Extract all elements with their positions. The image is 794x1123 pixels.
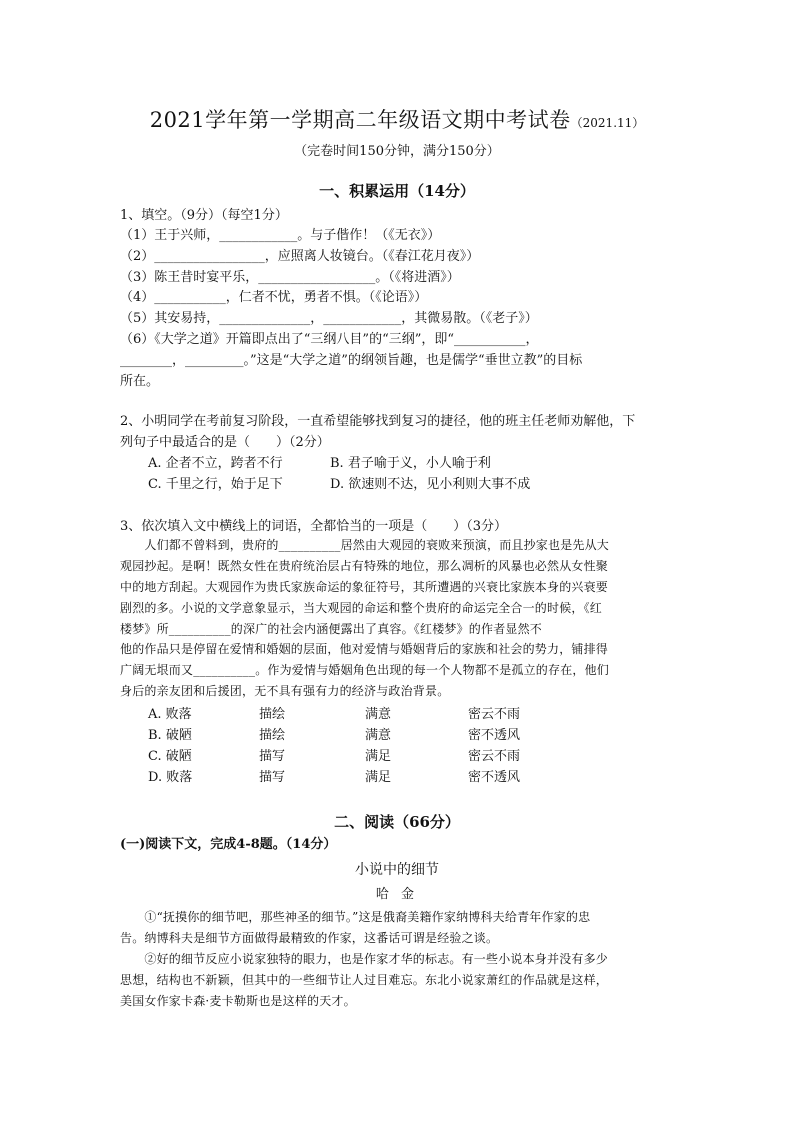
q2-option-d: D. 欲速则不达，见小利则大事不成 bbox=[330, 477, 531, 492]
q3-option-b-2: 描绘 bbox=[259, 728, 286, 743]
q3-option-a-1: A. 败落 bbox=[148, 707, 192, 722]
q1-item: （4）___________，仁者不忧，勇者不惧。（《论语》） bbox=[120, 290, 428, 305]
article-paragraph-line: ②好的细节反应小说家独特的眼力，也是作家才华的标志。有一些小说本身并没有多少 bbox=[120, 952, 609, 966]
q3-prompt: 3、依次填入文中横线上的词语，全都恰当的一项是（ ）（3分） bbox=[120, 519, 508, 534]
q3-passage-line: 广阔无垠而又__________。作为爱情与婚姻角色出现的每一个人物都不是孤立的存在，他们 bbox=[120, 663, 610, 677]
reading-part1-instruction: (一)阅读下文，完成4-8题。（14分） bbox=[120, 837, 337, 852]
section1-heading: 一、积累运用（14分） bbox=[319, 182, 475, 200]
q3-passage-line: 人们都不曾料到，贵府的__________居然由大观园的衰败来预演，而且抄家也是先从大 bbox=[120, 538, 610, 552]
q1-prompt: 1、填空。（9分）（每空1分） bbox=[120, 208, 288, 223]
q1-item: （6）《大学之道》开篇即点出了“三纲八目”的“三纲”，即“___________， bbox=[120, 332, 539, 347]
section2-heading: 二、阅读（66分） bbox=[334, 813, 460, 831]
title-text: 2021学年第一学期高二年级语文期中考试卷 bbox=[149, 108, 571, 132]
exam-subtitle: （完卷时间150分钟，满分150分） bbox=[294, 144, 500, 159]
article-paragraph-line: 思想，结构也不新颖，但其中的一些细节让人过目难忘。东北小说家萧红的作品就是这样， bbox=[120, 973, 609, 987]
q1-item: （5）其安易持，______________，____________，其微易散。（《老子》） bbox=[120, 311, 538, 326]
exam-date: （2021.11） bbox=[570, 116, 645, 130]
q1-item: 所在。 bbox=[120, 374, 160, 389]
q3-option-d-4: 密不透风 bbox=[468, 770, 521, 785]
q3-option-d-3: 满足 bbox=[365, 770, 392, 785]
q3-passage-line: 中的地方刮起。大观园作为贵氏家族命运的象征符号，其所遭遇的兴衰比家族本身的兴衰要 bbox=[120, 580, 609, 594]
article-title: 小说中的细节 bbox=[355, 862, 439, 878]
q3-passage-line: 观园抄起。是啊！既然女性在贵府统治层占有特殊的地位，那么凋析的风暴也必然从女性聚 bbox=[120, 559, 609, 573]
q3-option-b-4: 密不透风 bbox=[468, 728, 521, 743]
q3-option-a-2: 描绘 bbox=[259, 707, 286, 722]
q3-option-b-1: B. 破陋 bbox=[148, 728, 192, 743]
q3-option-a-3: 满意 bbox=[365, 707, 392, 722]
q3-passage-line: 身后的亲友团和后援团，无不具有强有力的经济与政治背景。 bbox=[120, 684, 450, 698]
q3-option-c-4: 密云不雨 bbox=[468, 749, 521, 764]
q3-option-c-2: 描写 bbox=[259, 749, 286, 764]
q3-option-c-3: 满足 bbox=[365, 749, 392, 764]
q3-passage-line: 他的作品只是停留在爱情和婚姻的层面，他对爱情与婚姻背后的家族和社会的势力，铺排得 bbox=[120, 642, 609, 656]
article-paragraph-line: ①“抚摸你的细节吧，那些神圣的细节。”这是俄裔美籍作家纳博科夫给青年作家的忠 bbox=[120, 910, 591, 924]
q3-option-a-4: 密云不雨 bbox=[468, 707, 521, 722]
exam-title bbox=[0, 104, 794, 134]
q3-passage-line: 剧烈的多。小说的文学意象显示，当大观园的命运和整个贵府的命运完全合一的时候，《红 bbox=[120, 601, 603, 615]
q1-item: ________，_________。”这是“大学之道”的纲领旨趣，也是儒学“垂世立教”的目标 bbox=[120, 353, 583, 368]
q3-option-d-1: D. 败落 bbox=[148, 770, 193, 785]
q2-prompt: 列句子中最适合的是（ ）（2分） bbox=[120, 435, 330, 450]
article-paragraph-line: 美国女作家卡森·麦卡勒斯也是这样的天才。 bbox=[120, 994, 356, 1008]
q3-option-c-1: C. 破陋 bbox=[148, 749, 192, 764]
q1-item: （1）王于兴师，____________。与子偕作！（《无衣》） bbox=[120, 228, 441, 243]
q3-option-b-3: 满意 bbox=[365, 728, 392, 743]
q2-option-c: C. 千里之行，始于足下 bbox=[148, 477, 283, 492]
q2-prompt: 2、小明同学在考前复习阶段，一直希望能够找到复习的捷径，他的班主任老师劝解他，下 bbox=[120, 414, 636, 429]
q2-option-a: A. 企者不立，跨者不行 bbox=[148, 456, 283, 471]
q2-option-b: B. 君子喻于义，小人喻于利 bbox=[330, 456, 491, 471]
q1-item: （2）_________________，应照离人妆镜台。（《春江花月夜》） bbox=[120, 249, 480, 264]
article-paragraph-line: 告。纳博科夫是细节方面做得最精致的作家，这番话可谓是经验之谈。 bbox=[120, 931, 499, 945]
article-author: 哈 金 bbox=[375, 887, 419, 902]
q3-option-d-2: 描写 bbox=[259, 770, 286, 785]
q1-item: （3）陈王昔时宴平乐，__________________。（《将进酒》） bbox=[120, 270, 460, 285]
q3-passage-line: 楼梦》所__________的深广的社会内涵便露出了真容。《红楼梦》的作者显然不 bbox=[120, 622, 543, 636]
